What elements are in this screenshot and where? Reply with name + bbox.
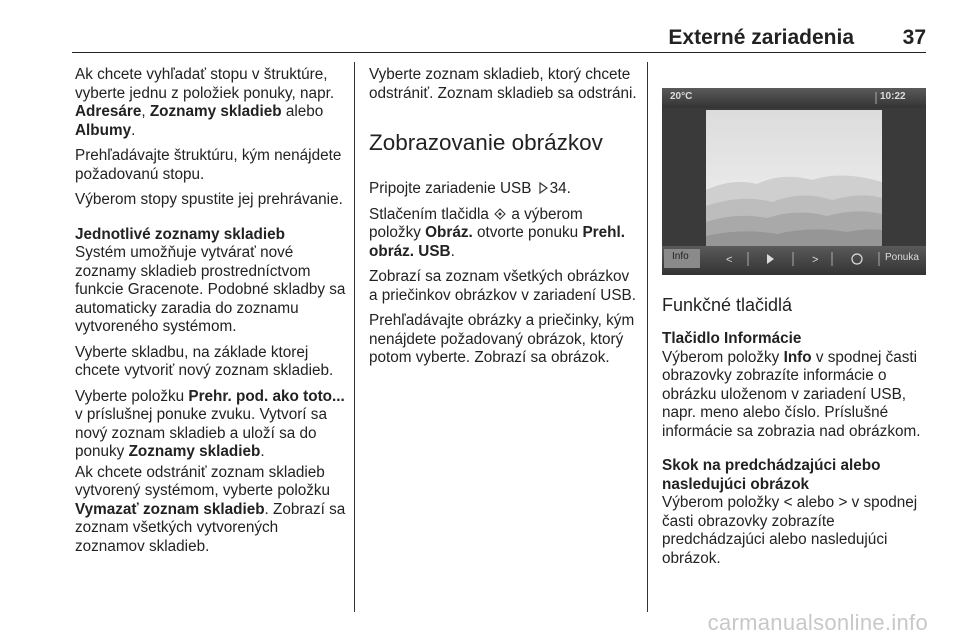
paragraph: Vyberte skladbu, na základe ktorej chcete vytvoriť nový zoznam skladieb.: [75, 343, 334, 379]
paragraph: Výberom stopy spustite jej prehrávanie.: [75, 191, 343, 208]
paragraph: Prehľadávajte štruktúru, kým nenájdete požadovanú stopu.: [75, 147, 342, 183]
column-2: [369, 66, 637, 375]
home-button-icon: [493, 206, 507, 223]
page-reference-icon: [536, 180, 550, 197]
paragraph: Pripojte zariadenie USB 34.: [369, 180, 571, 197]
paragraph: Výberom položky < alebo > v spodnej časti obrazovky zobrazíte predchádzajúci alebo nasledujúci obrázok.: [662, 494, 918, 567]
paragraph: Ak chcete odstrániť zoznam skladieb vytvorený systémom, vyberte položku Vymazať zoznam skladieb. Zobrazí sa zoznam všetkých vytvorených zoznamov skladieb.: [75, 463, 346, 555]
screen-temperature: 20°C: [670, 91, 693, 102]
subheading-playlists: Jednotlivé zoznamy skladieb: [75, 225, 285, 243]
paragraph: Vyberte zoznam skladieb, ktorý chcete odstrániť. Zoznam skladieb sa odstráni.: [369, 66, 637, 102]
paragraph: Ak chcete vyhľadať stopu v štruktúre, vyberte jednu z položiek ponuky, napr. Adresáre, Zoznamy skladieb alebo Albumy.: [75, 66, 335, 139]
paragraph: Vyberte položku Prehr. pod. ako toto... v príslušnej ponuke zvuku. Vytvorí sa nový zoznam skladieb a uloží sa do ponuky Zoznamy skladieb.: [75, 387, 345, 460]
paragraph: Prehľadávajte obrázky a priečinky, kým nenájdete požadovaný obrázok, ktorý potom vyberte. Zobrazí sa obrázok.: [369, 312, 635, 366]
subheading-prev-next: Skok na predchádzajúci alebo nasledujúci obrázok: [662, 457, 881, 493]
paragraph: Výberom položky Info v spodnej časti obrazovky zobrazíte informácie o obrázku uloženom v zariadení USB, napr. meno alebo číslo. Príslušné informácie sa zobrazia nad obrázkom.: [662, 348, 921, 440]
section-heading-pictures: Zobrazovanie obrázkov: [369, 130, 603, 155]
column-1: [75, 66, 347, 563]
page-header: [72, 26, 926, 50]
page-number: 37: [902, 26, 926, 49]
paragraph: Zobrazí sa zoznam všetkých obrázkov a priečinkov obrázkov v zariadení USB.: [369, 268, 636, 304]
svg-text:<: <: [726, 254, 733, 266]
header-rule: [72, 52, 926, 53]
subheading-info-button: Tlačidlo Informácie: [662, 330, 802, 347]
paragraph: Stlačením tlačidla a výberom položky Obráz. otvorte ponuku Prehl. obráz. USB.: [369, 205, 625, 260]
section-heading-function-buttons: Funkčné tlačidlá: [662, 295, 793, 315]
column-divider-2: [647, 62, 648, 612]
svg-text:>: >: [812, 254, 819, 266]
screen-menu-button[interactable]: Ponuka: [885, 252, 919, 263]
screen-time: 10:22: [880, 91, 906, 102]
column-divider-1: [354, 62, 355, 612]
watermark: carmanualsonline.info: [707, 610, 928, 635]
previous-symbol: <: [783, 494, 793, 511]
next-symbol: >: [838, 494, 848, 511]
paragraph: Systém umožňuje vytvárať nové zoznamy skladieb prostredníctvom funkcie Gracenote. Podobné skladby sa automaticky zaradia do zoznamu vytvoreného systémom.: [75, 244, 346, 335]
screen-info-button[interactable]: Info: [672, 251, 689, 262]
column-3: [662, 294, 928, 575]
display-screenshot: [662, 88, 926, 275]
page-title: Externé zariadenia: [668, 26, 854, 49]
